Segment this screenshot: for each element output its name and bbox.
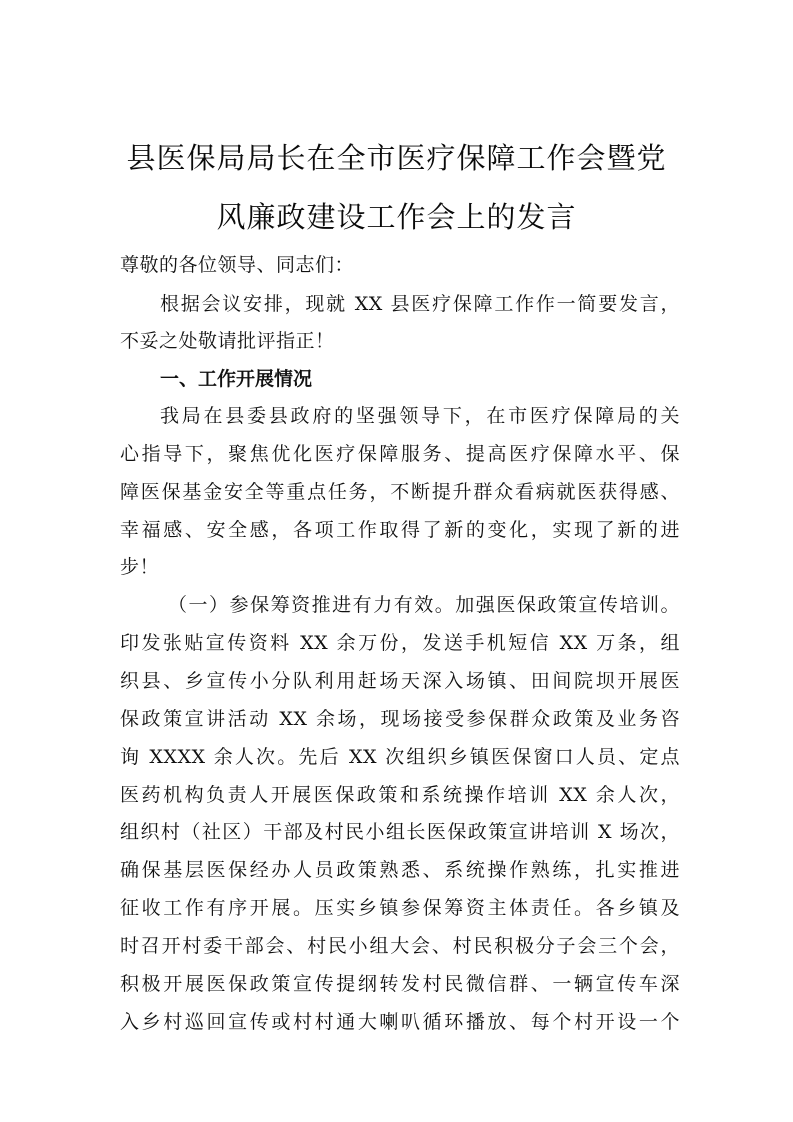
subsection-line: 保政策宣讲活动 XX 余场，现场接受参保群众政策及业务咨 xyxy=(120,708,680,730)
subsection-line: 询 XXXX 余人次。先后 XX 次组织乡镇医保窗口人员、定点 xyxy=(120,746,680,768)
section-heading: 一、工作开展情况 xyxy=(160,368,313,390)
intro-line: 根据会议安排，现就 XX 县医疗保障工作作一简要发言， xyxy=(160,293,680,315)
paragraph-line: 幸福感、安全感，各项工作取得了新的变化，实现了新的进 xyxy=(120,519,680,541)
subsection-line: 印发张贴宣传资料 XX 余万份，发送手机短信 XX 万条，组 xyxy=(120,632,680,654)
subsection-line: 织县、乡宣传小分队利用赶场天深入场镇、田间院坝开展医 xyxy=(120,670,680,692)
subsection-line: （一）参保筹资推进有力有效。加强医保政策宣传培训。 xyxy=(168,594,680,616)
paragraph-line: 障医保基金安全等重点任务，不断提升群众看病就医获得感、 xyxy=(120,481,680,503)
paragraph-line: 心指导下，聚焦优化医疗保障服务、提高医疗保障水平、保 xyxy=(120,443,680,465)
subsection-line: 入乡村巡回宣传或村村通大喇叭循环播放、每个村开设一个 xyxy=(120,1011,680,1033)
subsection-line: 积极开展医保政策宣传提纲转发村民微信群、一辆宣传车深 xyxy=(120,973,680,995)
document-title-line-1: 县医保局局长在全市医疗保障工作会暨党 xyxy=(126,141,667,175)
subsection-line: 时召开村委干部会、村民小组大会、村民积极分子会三个会， xyxy=(120,935,680,957)
subsection-line: 征收工作有序开展。压实乡镇参保筹资主体责任。各乡镇及 xyxy=(120,897,680,919)
salutation: 尊敬的各位领导、同志们： xyxy=(120,254,355,276)
subsection-line: 组织村（社区）干部及村民小组长医保政策宣讲培训 X 场次， xyxy=(120,821,680,843)
paragraph-line: 我局在县委县政府的坚强领导下，在市医疗保障局的关 xyxy=(160,405,680,427)
subsection-line: 医药机构负责人开展医保政策和系统操作培训 XX 余人次， xyxy=(120,784,680,806)
paragraph-line: 步！ xyxy=(120,556,160,578)
document-title-line-2: 风廉政建设工作会上的发言 xyxy=(216,200,577,234)
intro-line: 不妥之处敬请批评指正！ xyxy=(120,330,335,352)
subsection-line: 确保基层医保经办人员政策熟悉、系统操作熟练，扎实推进 xyxy=(120,859,680,881)
